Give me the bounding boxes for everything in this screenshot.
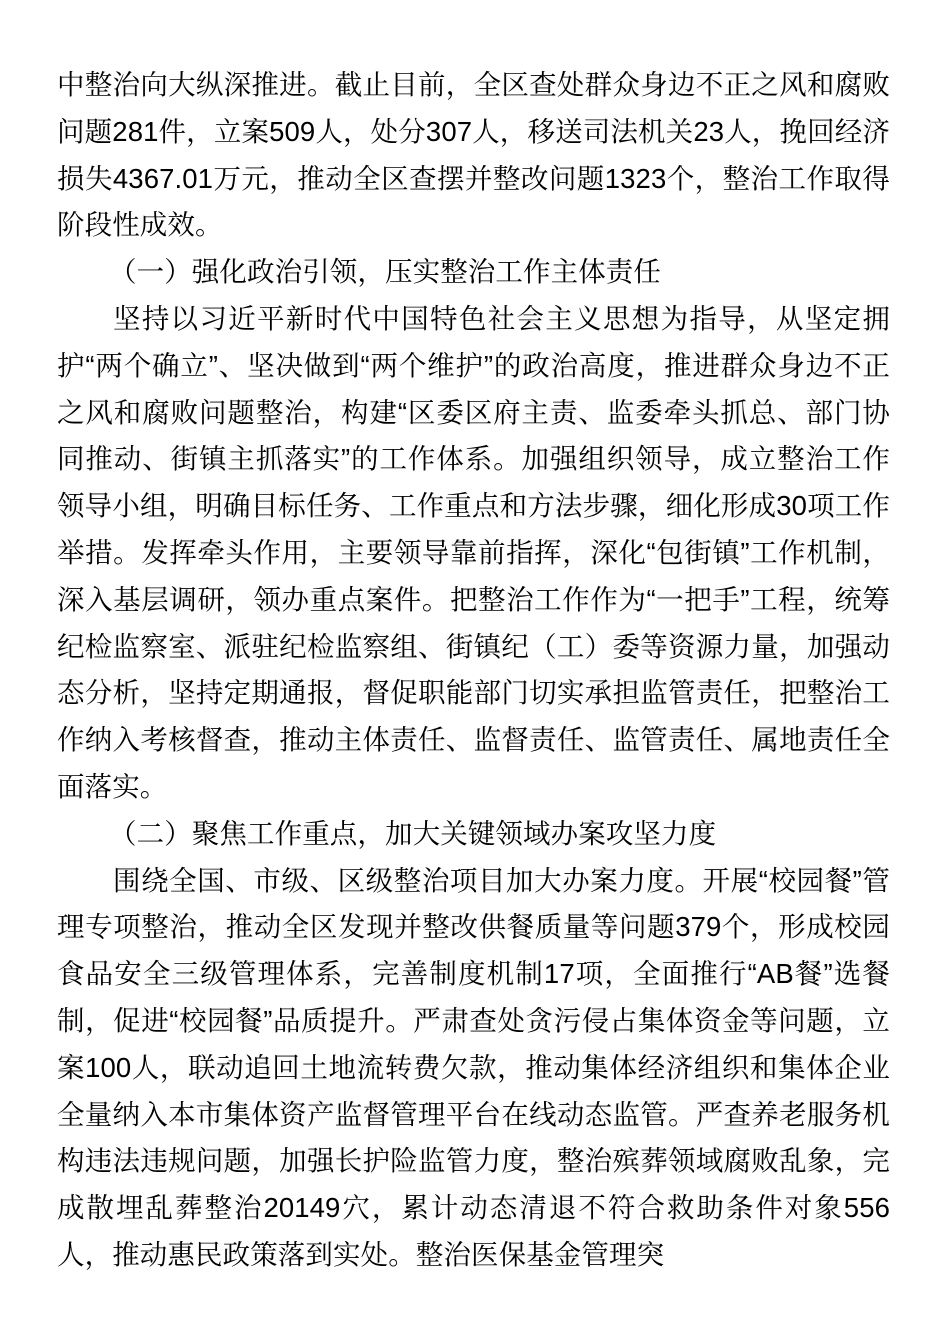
section-heading-one: （一）强化政治引领，压实整治工作主体责任 — [109, 256, 661, 288]
section-two-body: 围绕全国、市级、区级整治项目加大办案力度。开展“校园餐”管理专项整治，推动全区发现并整改供餐质量等问题379个，形成校园食品安全三级管理体系，完善制度机制17项，全面推行“AB餐”选餐制，促进“校园餐”品质提升。严肃查处贪污侵占集体资金等问题，立案100人，联动追回土地流转费欠款，推动集体经济组织和集体企业全量纳入本市集体资产监督管理平台在线动态监管。严查养老服务机构违法违规问题，加强长护险监管力度，整治殡葬领域腐败乱象，完成散埋乱葬整治20149穴，累计动态清退不符合救助条件对象556人，推动惠民政策落到实处。整治医保基金管理突 — [57, 864, 890, 1270]
section-one-body: 坚持以习近平新时代中国特色社会主义思想为指导，从坚定拥护“两个确立”、坚决做到“两个维护”的政治高度，推进群众身边不正之风和腐败问题整治，构建“区委区府主责、监委牵头抓总、部门协同推动、街镇主抓落实”的工作体系。加强组织领导，成立整治工作领导小组，明确目标任务、工作重点和方法步骤，细化形成30项工作举措。发挥牵头作用，主要领导靠前指挥，深化“包街镇”工作机制，深入基层调研，领办重点案件。把整治工作作为“一把手”工程，统筹纪检监察室、派驻纪检监察组、街镇纪（工）委等资源力量，加强动态分析，坚持定期通报，督促职能部门切实承担监管责任，把整治工作纳入考核督查，推动主体责任、监督责任、监管责任、属地责任全面落实。 — [57, 302, 890, 802]
paragraph-continued-summary: 中整治向大纵深推进。截止目前，全区查处群众身边不正之风和腐败问题281件，立案509人，处分307人，移送司法机关23人，挽回经济损失4367.01万元，推动全区查摆并整改问题1323个，整治工作取得阶段性成效。 — [57, 69, 890, 241]
section-heading-two: （二）聚焦工作重点，加大关键领域办案攻坚力度 — [109, 817, 717, 849]
document-body — [57, 62, 890, 1279]
